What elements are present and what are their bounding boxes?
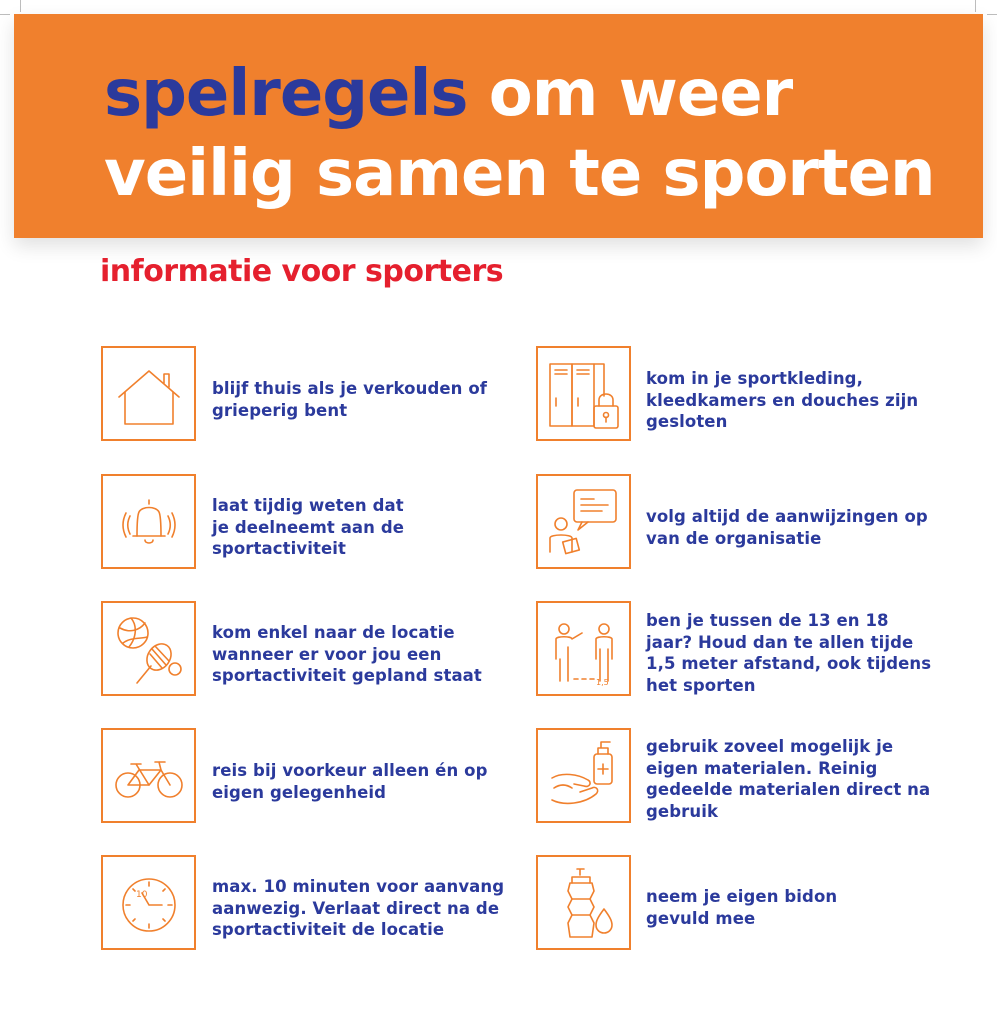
distance-people-icon — [536, 601, 631, 696]
rule-text-travel: reis bij voorkeur alleen én op eigen gelegenheid — [212, 761, 488, 802]
title-accent: spelregels — [104, 57, 468, 131]
rule-text-distance: ben je tussen de 13 en 18 jaar? Houd dan te allen tijde 1,5 meter afstand, ook tijdens het sporten — [646, 611, 932, 695]
rule-text-sportswear: kom in je sportkleding, kleedkamers en douches zijn gesloten — [646, 369, 919, 431]
rule-text-arrival: max. 10 minuten voor aanvang aanwezig. Verlaat direct na de sportactiviteit de locatie — [212, 877, 505, 939]
instructor-speech-icon — [536, 474, 631, 569]
title-banner — [14, 14, 983, 238]
locker-padlock-icon — [536, 346, 631, 441]
page-subtitle: informatie voor sporters — [100, 254, 504, 289]
water-bottle-icon — [536, 855, 631, 950]
bicycle-icon — [101, 728, 196, 823]
sports-balls-icon — [101, 601, 196, 696]
crop-mark — [0, 14, 10, 15]
rule-text-stay-home: blijf thuis als je verkouden of grieperig bent — [212, 379, 488, 420]
crop-mark — [975, 0, 976, 12]
title-rest: om weer — [467, 57, 793, 131]
rule-text-location: kom enkel naar de locatie wanneer er voor jou een sportactiviteit gepland staat — [212, 623, 482, 685]
title-line-1 — [104, 57, 793, 131]
distance-label: 1,5 — [596, 678, 609, 687]
crop-mark — [20, 0, 21, 12]
rule-text-instructions: volg altijd de aanwijzingen op van de organisatie — [646, 507, 928, 548]
bell-icon — [101, 474, 196, 569]
clock-label: 10 — [136, 890, 148, 900]
rule-text-materials: gebruik zoveel mogelijk je eigen materialen. Reinig gedeelde materialen direct na gebruik — [646, 737, 931, 821]
title-line-2: veilig samen te sporten — [104, 137, 935, 211]
rule-text-notify: laat tijdig weten dat je deelneemt aan de sportactiviteit — [212, 496, 405, 558]
crop-mark — [987, 14, 997, 15]
house-icon — [101, 346, 196, 441]
rule-text-bottle: neem je eigen bidon gevuld mee — [646, 887, 838, 928]
hand-sanitizer-icon — [536, 728, 631, 823]
clock-icon — [101, 855, 196, 950]
